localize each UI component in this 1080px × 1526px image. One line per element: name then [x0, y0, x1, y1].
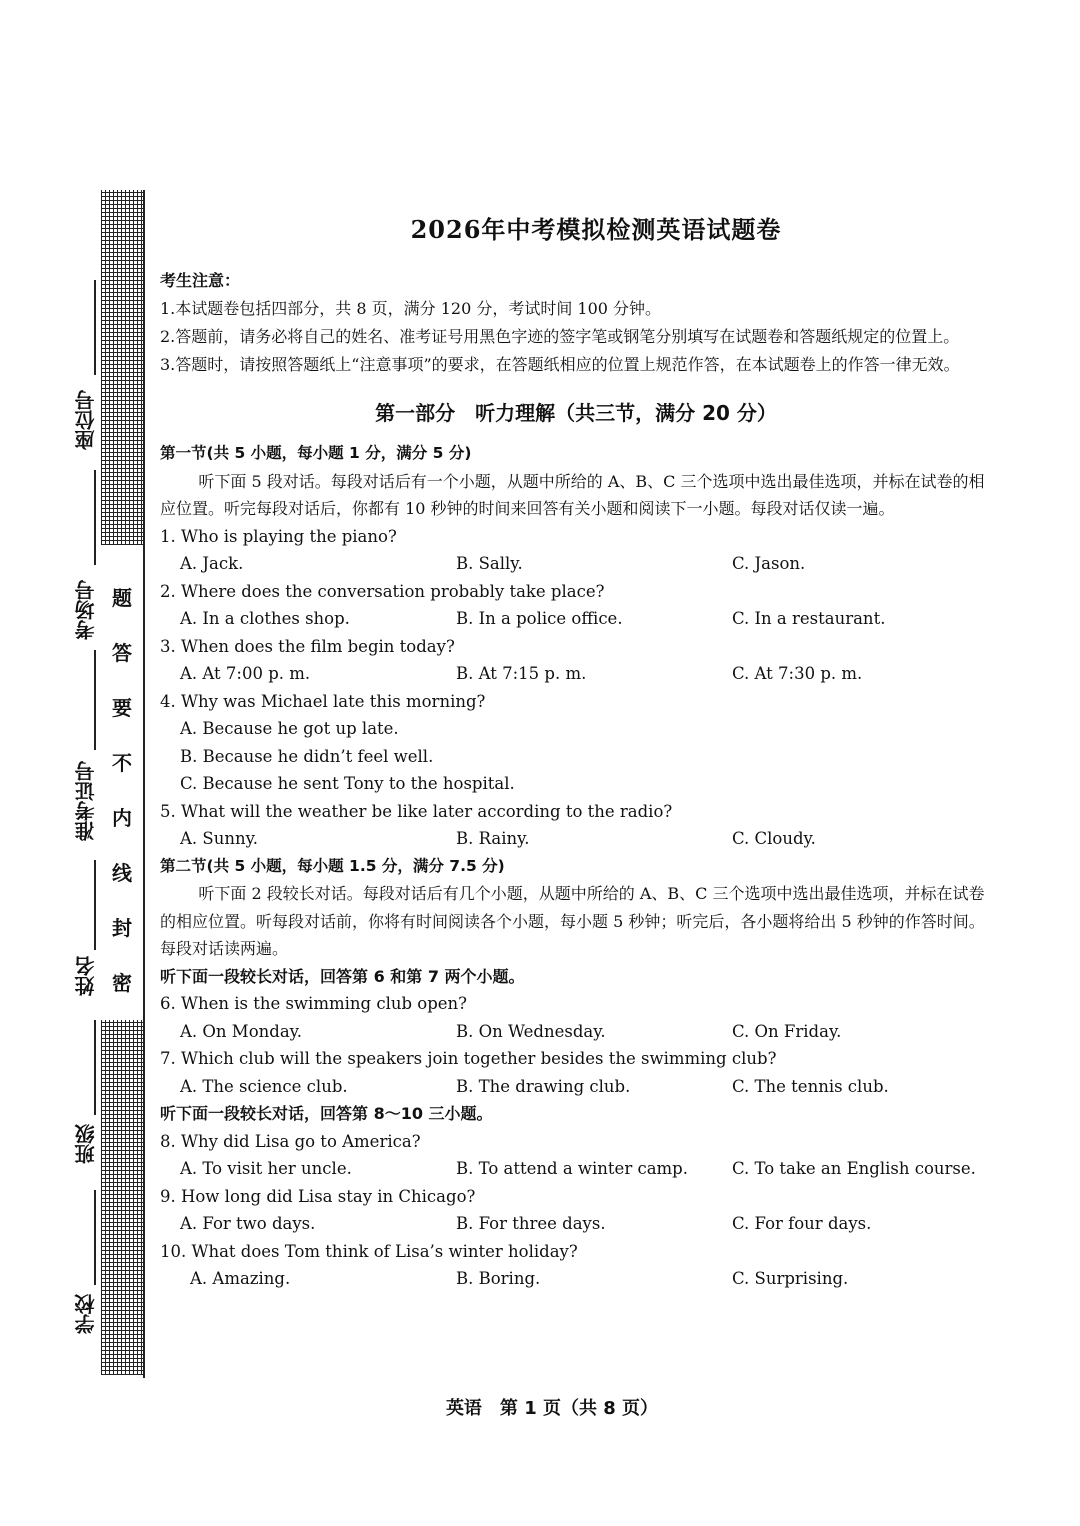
seat-number-field[interactable]	[66, 280, 106, 460]
notice-item: 2.答题前，请务必将自己的姓名、准考证号用黑色字迹的签字笔或钢笔分别填写在试题卷和答题纸规定的位置上。	[160, 327, 960, 346]
ticket-number-label: 准考证号	[74, 761, 98, 841]
option-b[interactable]: B. To attend a winter camp.	[456, 1159, 688, 1178]
option-c[interactable]: C. Surprising.	[732, 1269, 849, 1288]
section1-title: 第一节(共 5 小题，每小题 1 分，满分 5 分)	[160, 444, 472, 462]
question-3-options	[160, 660, 992, 688]
page-footer: 英语 第 1 页（共 8 页）	[445, 1398, 659, 1419]
dialog2-note: 听下面一段较长对话，回答第 8～10 三小题。	[160, 1104, 493, 1123]
option-a[interactable]: A. In a clothes shop.	[180, 609, 350, 628]
seal-char: 封	[112, 916, 132, 940]
question-10-options	[160, 1265, 992, 1293]
question-9: 9. How long did Lisa stay in Chicago?	[160, 1186, 476, 1206]
class-label: 班级	[74, 1124, 98, 1164]
option-b[interactable]: B. Rainy.	[456, 829, 530, 848]
question-1: 1. Who is playing the piano?	[160, 526, 397, 546]
exam-room-field[interactable]	[66, 470, 106, 650]
binding-hatch-bottom	[101, 1020, 143, 1375]
option-b[interactable]: B. Because he didn’t feel well.	[180, 746, 434, 766]
class-line	[94, 1020, 96, 1115]
school-field[interactable]	[66, 1190, 106, 1340]
school-label: 学校	[74, 1294, 98, 1334]
option-b[interactable]: B. At 7:15 p. m.	[456, 664, 587, 683]
question-9-options	[160, 1210, 992, 1238]
option-a[interactable]: A. The science club.	[180, 1076, 348, 1096]
binding-line	[143, 190, 145, 1378]
option-c[interactable]: C. Because he sent Tony to the hospital.	[180, 774, 515, 793]
seal-char: 题	[112, 586, 132, 610]
question-7: 7. Which club will the speakers join together besides the swimming club?	[160, 1049, 777, 1068]
exam-content	[160, 210, 992, 1293]
seat-number-label: 座位号	[74, 390, 98, 450]
question-8-options	[160, 1155, 992, 1183]
option-a[interactable]: A. For two days.	[180, 1214, 316, 1233]
school-line	[94, 1190, 96, 1285]
question-6-options	[160, 1018, 992, 1046]
option-b[interactable]: B. For three days.	[456, 1214, 606, 1233]
name-line	[94, 860, 96, 950]
option-c[interactable]: C. At 7:30 p. m.	[732, 664, 863, 683]
seal-char: 内	[112, 806, 132, 830]
question-2-options	[160, 605, 992, 633]
notice-item: 1.本试题卷包括四部分，共 8 页，满分 120 分，考试时间 100 分钟。	[160, 299, 662, 318]
dialog1-note: 听下面一段较长对话，回答第 6 和第 7 两个小题。	[160, 966, 525, 986]
question-1-options	[160, 550, 992, 578]
seal-char: 答	[112, 641, 132, 665]
question-8: 8. Why did Lisa go to America?	[160, 1131, 421, 1151]
option-b[interactable]: B. In a police office.	[456, 609, 623, 628]
option-c[interactable]: C. For four days.	[732, 1214, 872, 1233]
question-10: 10. What does Tom think of Lisa’s winter holiday?	[160, 1241, 578, 1261]
seal-char: 密	[112, 971, 132, 995]
seal-notice	[104, 580, 140, 1020]
binding-margin	[0, 0, 150, 1526]
notice-heading: 考生注意：	[160, 271, 241, 290]
option-c[interactable]: C. On Friday.	[732, 1021, 842, 1041]
section2-title: 第二节(共 5 小题，每小题 1.5 分，满分 7.5 分)	[160, 856, 505, 875]
option-a[interactable]: A. On Monday.	[180, 1021, 303, 1041]
option-a[interactable]: A. Jack.	[180, 554, 244, 573]
binding-hatch-top	[101, 190, 143, 545]
option-a[interactable]: A. Amazing.	[190, 1269, 291, 1288]
option-a[interactable]: A. To visit her uncle.	[180, 1159, 352, 1178]
option-c[interactable]: C. The tennis club.	[732, 1076, 889, 1096]
ticket-number-field[interactable]	[66, 650, 106, 850]
question-4: 4. Why was Michael late this morning?	[160, 691, 486, 711]
option-b[interactable]: B. Boring.	[456, 1269, 541, 1288]
option-a[interactable]: A. At 7:00 p. m.	[180, 664, 311, 683]
section2-instruction: 听下面 2 段较长对话。每段对话后有几个小题，从题中所给的 A、B、C 三个选项中选出最佳选项，并标在试卷的相应位置。听每段对话前，你将有时间阅读各个小题，每小题 5 秒钟；听完后，各小题将给出 5 秒钟的作答时间。每段对话读两遍。	[160, 884, 985, 958]
section1-instruction: 听下面 5 段对话。每段对话后有一个小题，从题中所给的 A、B、C 三个选项中选出最佳选项，并标在试卷的相应位置。听完每段对话后，你都有 10 秒钟的时间来回答有关小题和阅读下一小题。每段对话仅读一遍。	[160, 471, 985, 518]
seal-char: 要	[112, 696, 132, 720]
option-a[interactable]: A. Because he got up late.	[180, 719, 399, 738]
seat-number-line	[94, 280, 96, 375]
question-5: 5. What will the weather be like later according to the radio?	[160, 801, 673, 821]
option-c[interactable]: C. In a restaurant.	[732, 609, 886, 628]
ticket-number-line	[94, 650, 96, 750]
class-field[interactable]	[66, 1020, 106, 1170]
notice-item: 3.答题时，请按照答题纸上“注意事项”的要求，在答题纸相应的位置上规范作答，在本试题卷上的作答一律无效。	[160, 355, 960, 374]
option-b[interactable]: B. Sally.	[456, 554, 523, 573]
option-c[interactable]: C. Cloudy.	[732, 829, 816, 848]
option-c[interactable]: C. To take an English course.	[732, 1159, 976, 1178]
option-a[interactable]: A. Sunny.	[180, 829, 258, 848]
question-7-options	[160, 1073, 992, 1101]
seal-char: 线	[112, 861, 132, 885]
option-b[interactable]: B. The drawing club.	[456, 1076, 631, 1096]
option-b[interactable]: B. On Wednesday.	[456, 1021, 606, 1041]
option-c[interactable]: C. Jason.	[732, 554, 806, 573]
name-field[interactable]	[66, 860, 106, 1000]
name-label: 姓名	[74, 956, 98, 996]
exam-room-line	[94, 470, 96, 565]
exam-room-label: 考场号	[74, 580, 98, 640]
question-2: 2. Where does the conversation probably take place?	[160, 581, 605, 601]
exam-title: 2026年中考模拟检测英语试题卷	[410, 215, 782, 244]
question-3: 3. When does the film begin today?	[160, 636, 455, 656]
question-5-options	[160, 825, 992, 853]
question-6: 6. When is the swimming club open?	[160, 994, 468, 1013]
candidate-notice	[160, 267, 992, 379]
part1-title: 第一部分 听力理解（共三节，满分 20 分）	[375, 401, 777, 425]
seal-char: 不	[112, 751, 132, 775]
